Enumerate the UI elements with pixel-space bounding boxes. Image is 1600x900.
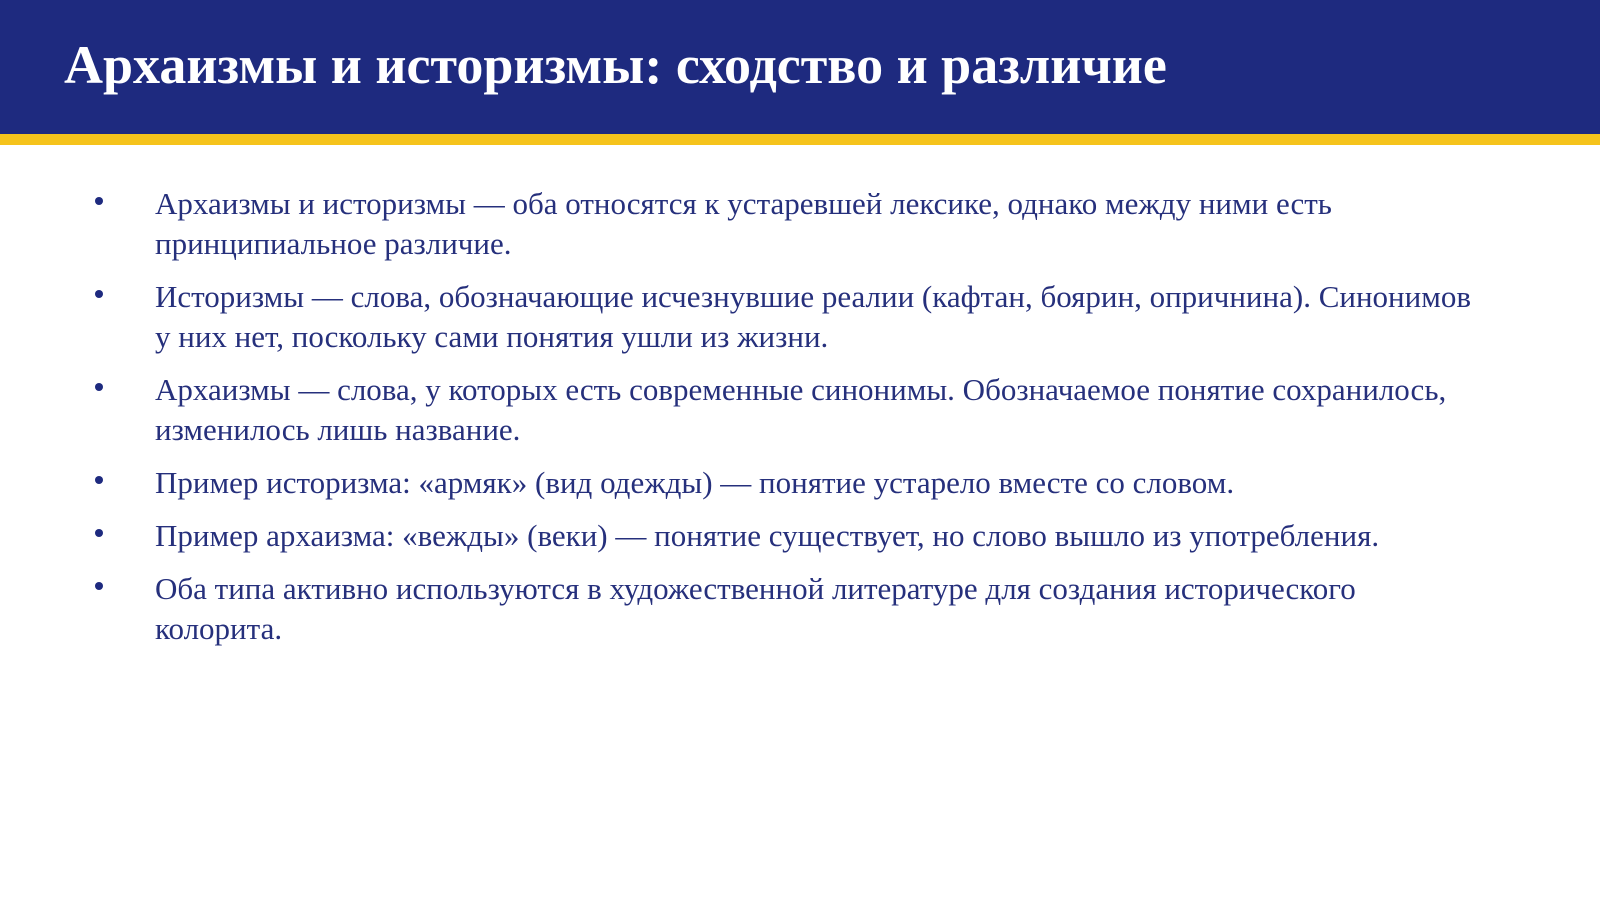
bullet-dot-icon (95, 290, 103, 298)
bullet-text: Архаизмы — слова, у которых есть современные синонимы. Обозначаемое понятие сохранилось, изменилось лишь название. (155, 372, 1447, 447)
bullet-item (0, 516, 1600, 556)
bullet-item (0, 370, 1600, 450)
bullet-dot-icon (95, 476, 103, 484)
bullet-text: Оба типа активно используются в художественной литературе для создания исторического колорита. (155, 571, 1356, 646)
bullet-dot-icon (95, 383, 103, 391)
bullet-text: Пример архаизма: «вежды» (веки) — понятие существует, но слово вышло из употребления. (155, 518, 1380, 553)
bullet-dot-icon (95, 197, 103, 205)
bullet-item (0, 277, 1600, 357)
accent-stripe (0, 134, 1600, 145)
bullet-dot-icon (95, 529, 103, 537)
bullet-dot-icon (95, 582, 103, 590)
title-bar (0, 0, 1600, 134)
bullet-text: Архаизмы и историзмы — оба относятся к устаревшей лексике, однако между ними есть принципиальное различие. (155, 186, 1332, 261)
bullet-list (0, 184, 1600, 662)
slide-title: Архаизмы и историзмы: сходство и различие (64, 35, 1167, 95)
bullet-text: Историзмы — слова, обозначающие исчезнувшие реалии (кафтан, боярин, опричнина). Синонимов у них нет, поскольку сами понятия ушли из жизни. (155, 279, 1471, 354)
bullet-item (0, 569, 1600, 649)
bullet-item (0, 184, 1600, 264)
bullet-item (0, 463, 1600, 503)
bullet-text: Пример историзма: «армяк» (вид одежды) — понятие устарело вместе со словом. (155, 465, 1235, 500)
